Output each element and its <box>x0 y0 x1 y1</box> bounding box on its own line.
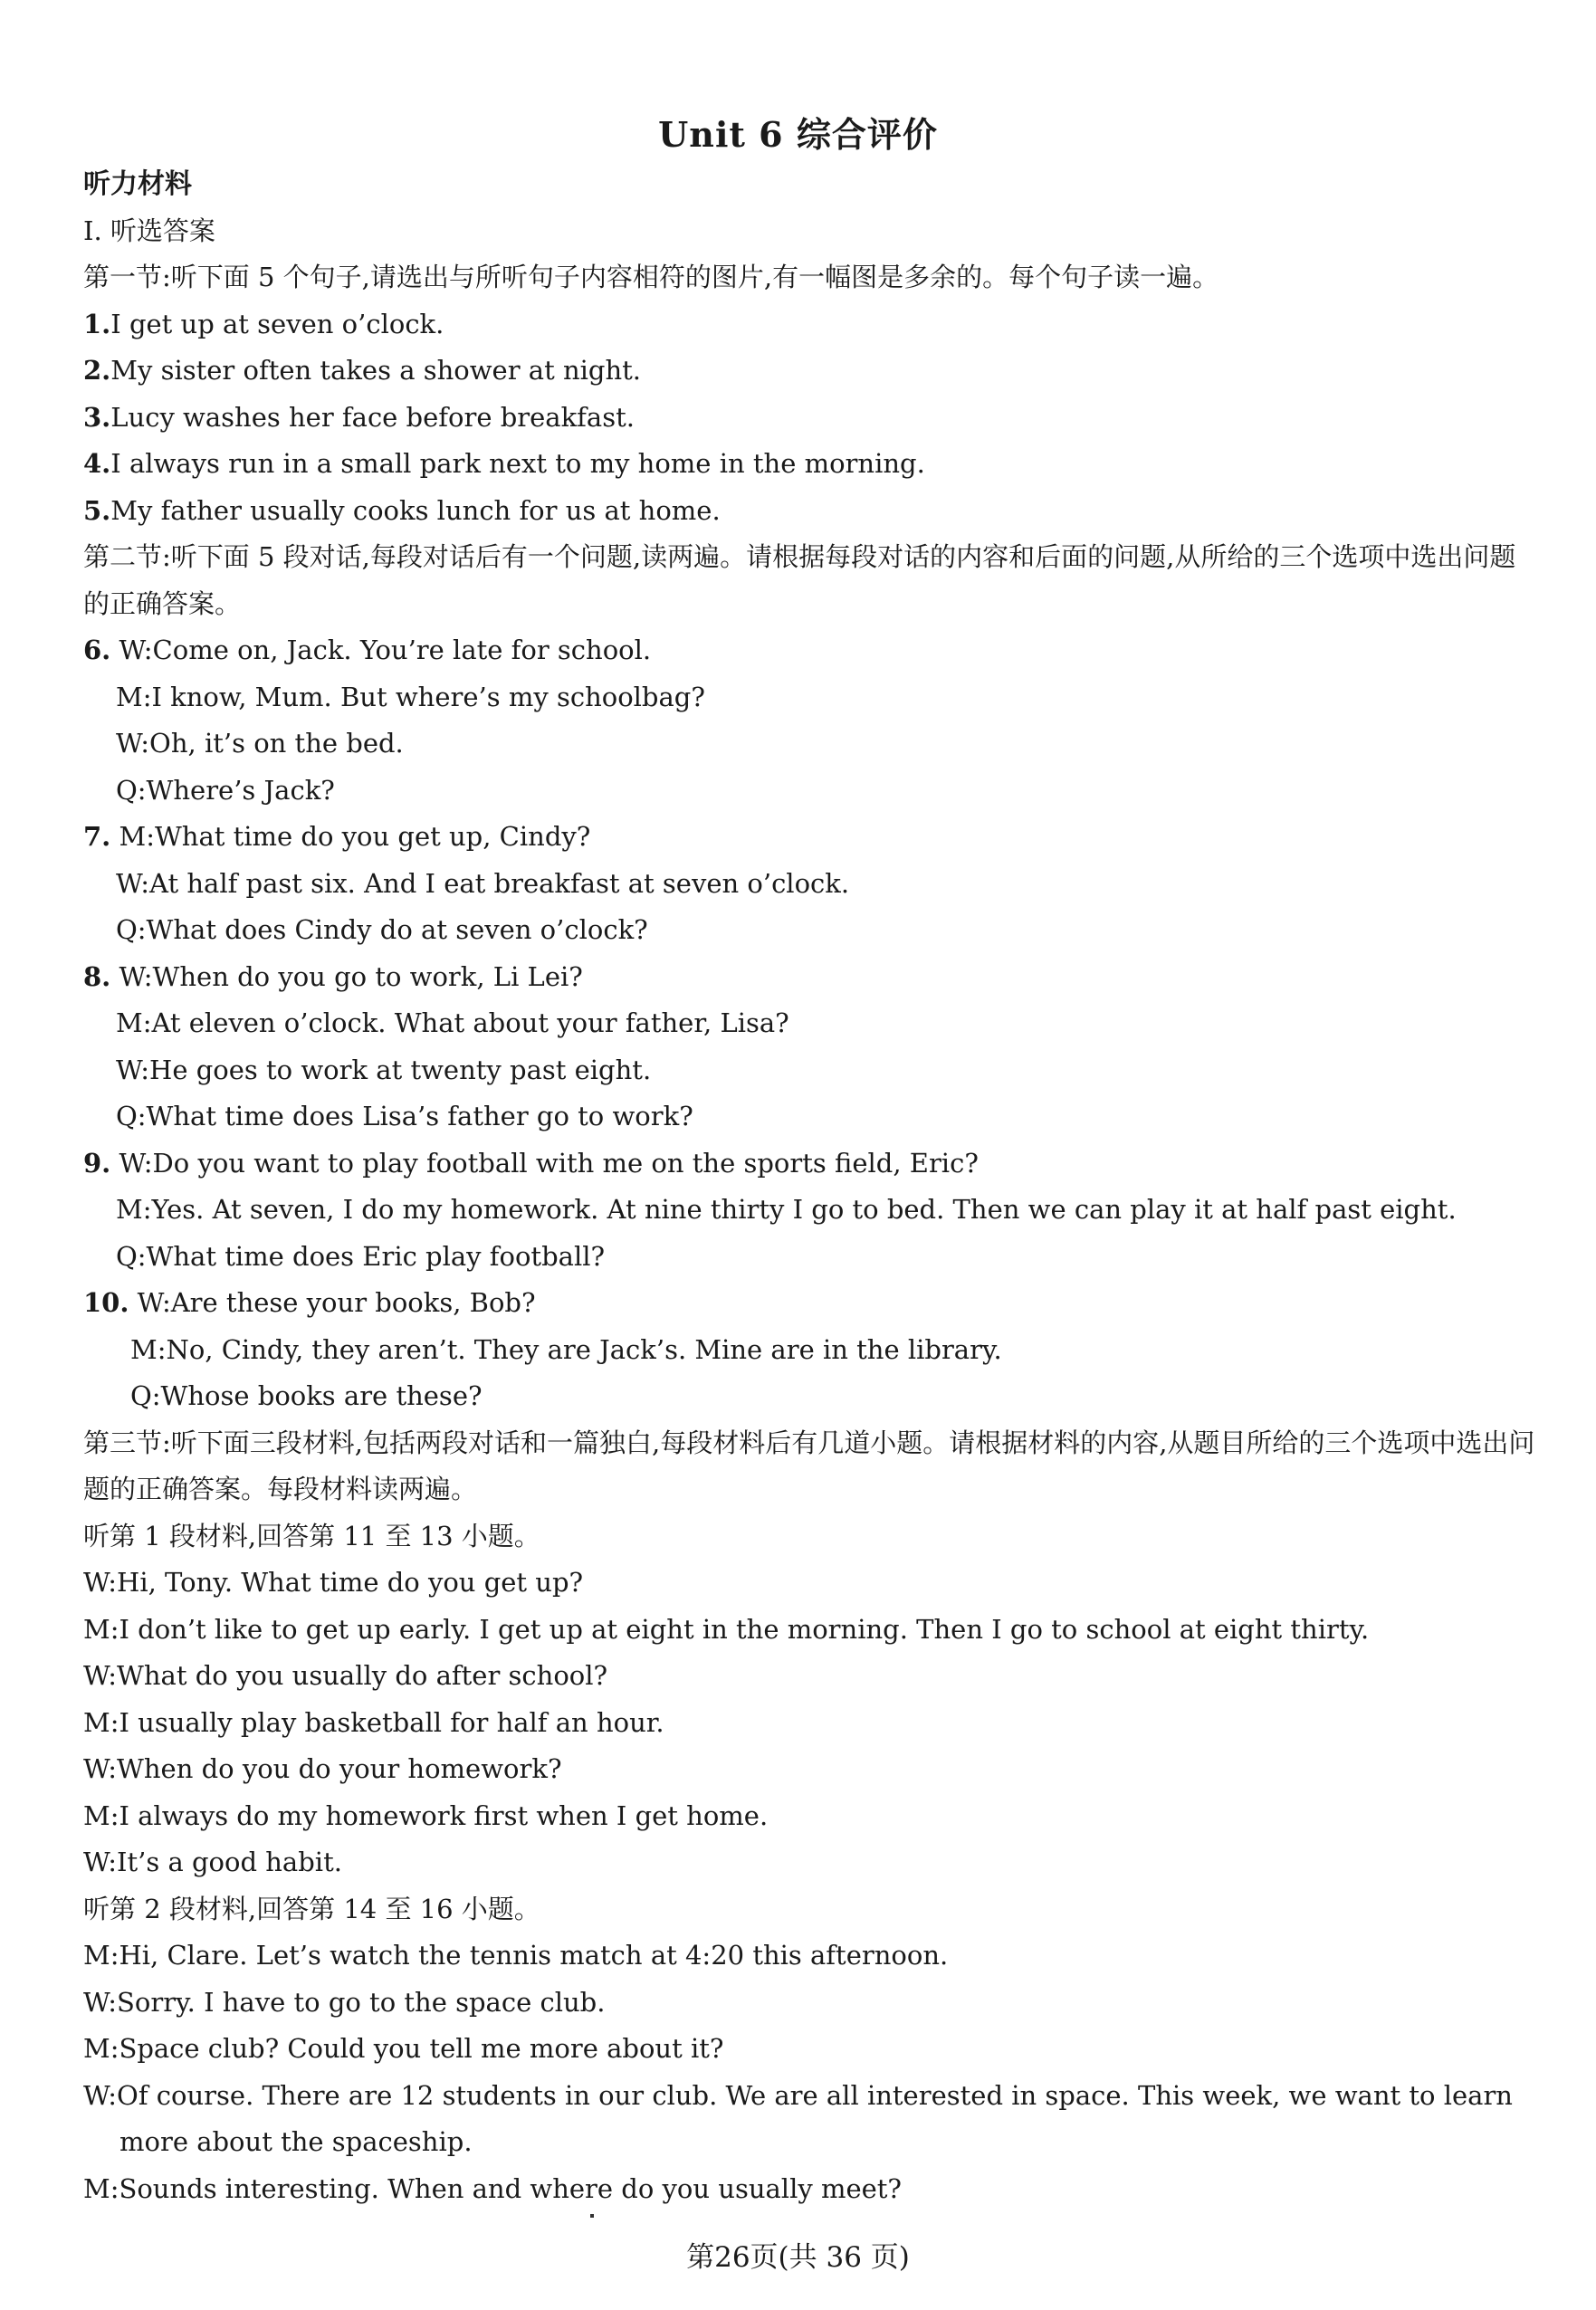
dialogue-line: W:It’s a good habit. <box>83 1847 342 1877</box>
dialogue-line <box>83 814 1541 861</box>
item-text: Lucy washes her face before breakfast. <box>110 401 635 433</box>
listening-material <box>83 161 1541 2212</box>
material1-header: 听第 1 段材料,回答第 11 至 13 小题。 <box>83 1520 540 1551</box>
item-number: 4. <box>83 448 111 479</box>
dialogue-question: Q:What time does Eric play football? <box>116 1240 606 1272</box>
dialogue-text: W:When do you go to work, Li Lei? <box>119 960 583 992</box>
material1-dialogue <box>83 1560 1541 1886</box>
item-number: 7. <box>83 821 111 852</box>
dialogue-line: M:I usually play basketball for half an hour. <box>83 1706 664 1738</box>
item-number: 2. <box>83 355 111 386</box>
item-text: My father usually cooks lunch for us at home. <box>110 494 721 526</box>
dialogue-question: Q:Where’s Jack? <box>116 774 335 806</box>
section3-instruction: 第三节:听下面三段材料,包括两段对话和一篇独白,每段材料后有几道小题。请根据材料的内容,从题目所给的三个选项中选出问题的正确答案。每段材料读两遍。 <box>83 1427 1535 1504</box>
dialogue-line: W:At half past six. And I eat breakfast at seven o’clock. <box>116 867 850 899</box>
dialogue-line: W:Of course. There are 12 students in our club. We are all interested in space. This week, we want to learn more about the spaceship. <box>83 2079 1513 2157</box>
dialogue-line: M:Hi, Clare. Let’s watch the tennis match at 4:20 this afternoon. <box>83 1940 949 1971</box>
dialogue-line: M:I always do my homework first when I get home. <box>83 1799 769 1831</box>
item-number: 5. <box>83 494 111 526</box>
dialogue-line: M:I don’t like to get up early. I get up at eight in the morning. Then I go to school at eight thirty. <box>83 1613 1370 1645</box>
list-item <box>83 441 1541 488</box>
dialogue-line: M:I know, Mum. But where’s my schoolbag? <box>116 681 705 712</box>
section-heading: 听力材料 <box>83 168 192 200</box>
dialogue-line: M:Space club? Could you tell me more about it? <box>83 2033 724 2064</box>
dialogue-line <box>83 627 1541 674</box>
page-title: Unit 6 综合评价 <box>658 114 938 155</box>
dialogue-10 <box>83 1280 1541 1420</box>
dialogue-line: M:No, Cindy, they aren’t. They are Jack’s. Mine are in the library. <box>130 1333 1002 1365</box>
dialogue-question: Q:What time does Lisa’s father go to work? <box>116 1101 693 1131</box>
dialogue-line: W:Oh, it’s on the bed. <box>116 728 404 759</box>
dialogue-line: W:Hi, Tony. What time do you get up? <box>83 1567 584 1598</box>
item-number: 10. <box>83 1287 129 1318</box>
dialogue-line: W:He goes to work at twenty past eight. <box>116 1054 652 1085</box>
dialogue-text: W:Do you want to play football with me on the sports field, Eric? <box>119 1147 979 1179</box>
item-text: I always run in a small park next to my home in the morning. <box>110 448 925 479</box>
dialogue-question: Q:Whose books are these? <box>130 1380 483 1411</box>
section1-instruction: 第一节:听下面 5 个句子,请选出与所听句子内容相符的图片,有一幅图是多余的。每个句子读一遍。 <box>83 262 1219 292</box>
dialogue-text: W:Are these your books, Bob? <box>137 1287 536 1318</box>
dialogue-6 <box>83 627 1541 814</box>
dialogue-line: W:When do you do your homework? <box>83 1753 562 1784</box>
section2-instruction: 第二节:听下面 5 段对话,每段对话后有一个问题,读两遍。请根据每段对话的内容和后面的问题,从所给的三个选项中选出问题的正确答案。 <box>83 541 1516 619</box>
material2-dialogue <box>83 1933 1541 2212</box>
dialogue-line: W:What do you usually do after school? <box>83 1660 608 1691</box>
dialogue-question: Q:What does Cindy do at seven o’clock? <box>116 914 648 945</box>
dialogue-text: W:Come on, Jack. You’re late for school. <box>119 635 652 665</box>
list-item <box>83 395 1541 442</box>
page-number: 第26页(共 36 页) <box>686 2241 910 2274</box>
material2-header: 听第 2 段材料,回答第 14 至 16 小题。 <box>83 1893 540 1924</box>
dialogue-line: M:At eleven o’clock. What about your father, Lisa? <box>116 1007 789 1038</box>
dialogue-line <box>83 1141 1541 1188</box>
dialogue-9 <box>83 1141 1541 1281</box>
dialogue-line <box>83 954 1541 1001</box>
dialogue-line: M:Yes. At seven, I do my homework. At nine thirty I go to bed. Then we can play it at half past eight. <box>116 1194 1457 1225</box>
dialogue-text: M:What time do you get up, Cindy? <box>119 821 591 852</box>
item-number: 1. <box>83 308 111 339</box>
item-text: I get up at seven o’clock. <box>110 308 444 339</box>
dialogue-7 <box>83 814 1541 954</box>
item-number: 8. <box>83 960 111 992</box>
dialogue-line <box>83 1280 1541 1327</box>
item-number: 6. <box>83 635 111 665</box>
item-number: 9. <box>83 1147 111 1179</box>
dialogue-8 <box>83 954 1541 1141</box>
part-heading: Ⅰ. 听选答案 <box>83 215 215 246</box>
list-item <box>83 488 1541 535</box>
list-item <box>83 301 1541 348</box>
section1-items <box>83 301 1541 535</box>
item-text: My sister often takes a shower at night. <box>110 355 642 386</box>
footer-mark <box>590 2214 594 2218</box>
list-item <box>83 348 1541 395</box>
dialogue-line: W:Sorry. I have to go to the space club. <box>83 1986 606 2018</box>
item-number: 3. <box>83 401 111 433</box>
dialogue-line: M:Sounds interesting. When and where do you usually meet? <box>83 2172 902 2204</box>
